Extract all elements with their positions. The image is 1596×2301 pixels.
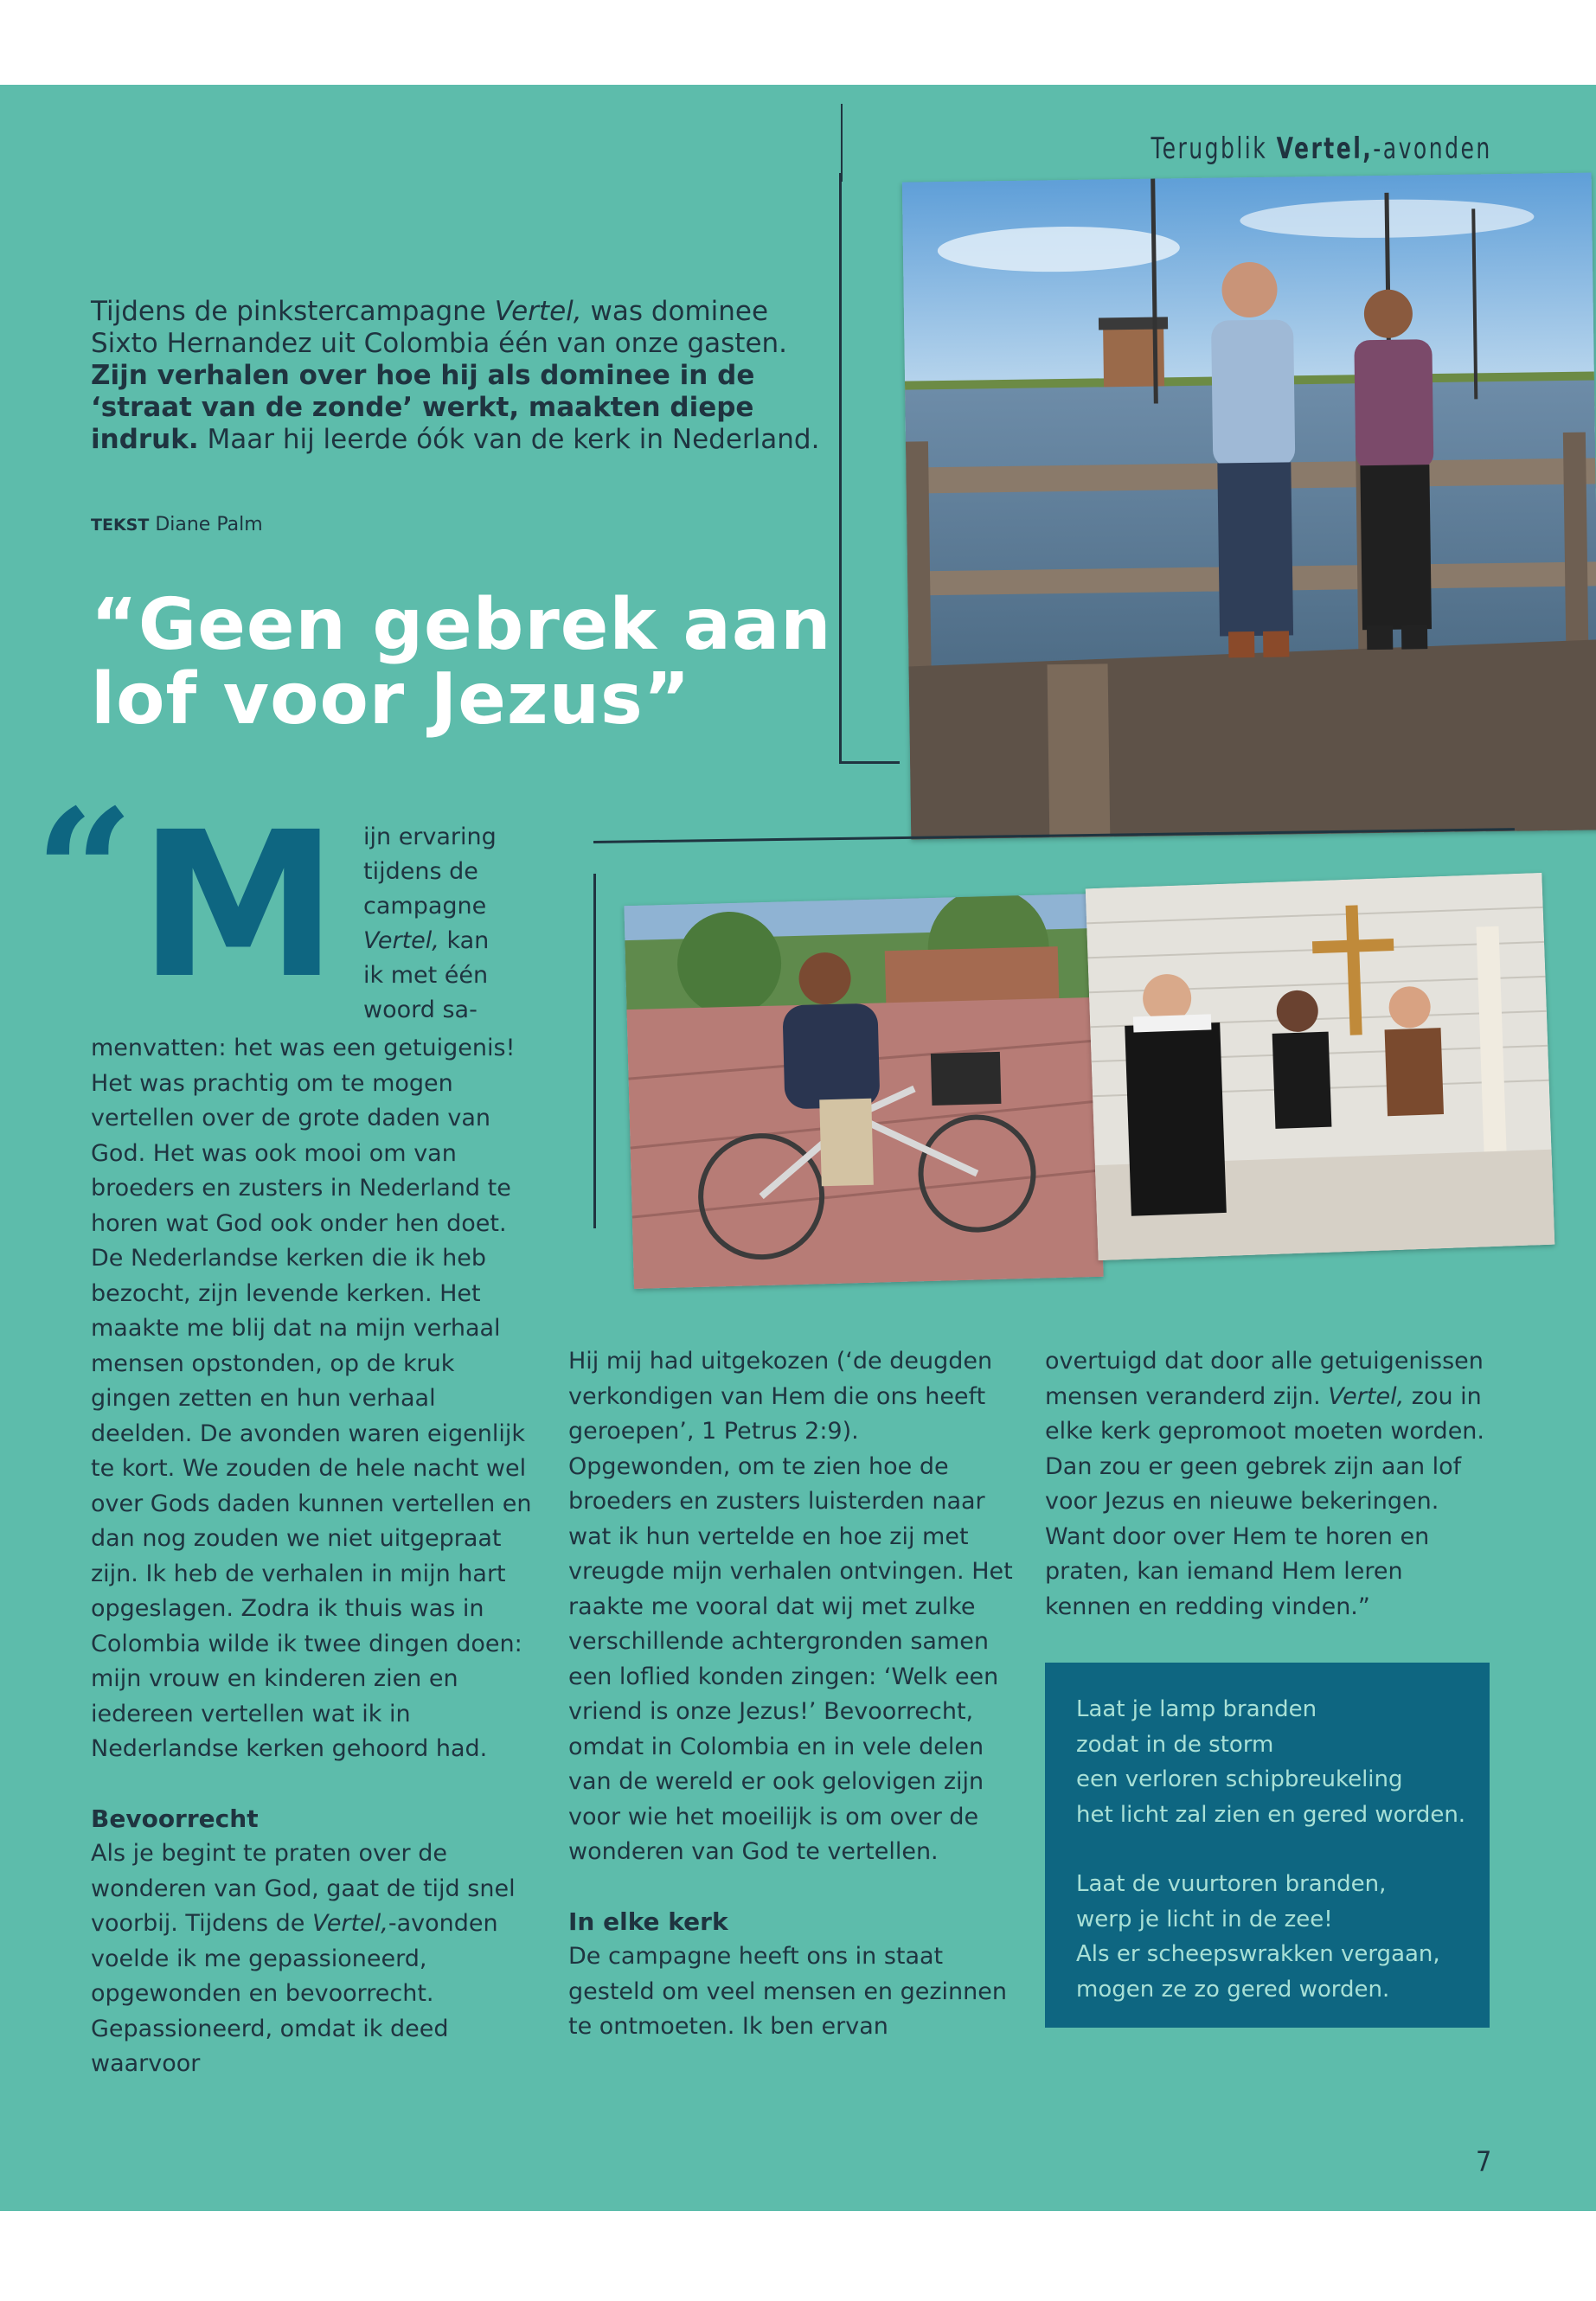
section-label: Terugblik Vertel,-avonden <box>1151 131 1492 166</box>
column-2 <box>568 1344 1018 2045</box>
frame-line <box>839 761 900 764</box>
photo-bicycle <box>624 894 1103 1289</box>
column-1 <box>91 1031 541 2082</box>
drop-cap-runaround: ijn ervaring tijdens de campagne Vertel, kan ik met één woord sa- <box>363 824 497 1023</box>
frame-line <box>593 874 596 1228</box>
column-2-body-2: De campagne heeft ons in staat gesteld om veel mensen en gezinnen te ontmoeten. Ik ben ervan <box>568 1943 1008 2040</box>
opening-quote-mark: “ <box>35 772 135 975</box>
photo-church-stage <box>1086 873 1555 1260</box>
subheading-in-elke-kerk: In elke kerk <box>568 1907 728 1936</box>
intro-paragraph: Tijdens de pinkstercampagne Vertel, was dominee Sixto Hernandez uit Colombia één van onze gasten. Zijn verhalen over hoe hij als dominee in de ‘straat van de zonde’ werkt, maakten diepe indruk. Maar hij leerde óók van de kerk in Nederland. <box>91 296 820 455</box>
subheading-bevoorrecht: Bevoorrecht <box>91 1804 259 1833</box>
poem-box: Laat je lamp branden zodat in de storm een verloren schipbreukeling het licht zal zien en gered worden. Laat de vuurtoren branden, werp je licht in de zee! Als er scheepswrakken vergaan, mogen ze zo gered worden. <box>1045 1663 1490 2028</box>
column-2-body: Hij mij had uitgekozen (‘de deugden verkondigen van Hem die ons heeft geroepen’, 1 Petrus 2:9). Opgewonden, om te zien hoe de broeders en zusters luisterden naar wat ik hun vertelde en hoe zij met vreugde mijn verhalen ontvingen. Het raakte me vooral dat wij met zulke verschillende achtergronden samen een loflied konden zingen: ‘Welk een vriend is onze Jezus!’ Bevoorrecht, omdat in Colombia en in vele delen van de wereld er ook gelovigen zijn voor wie het moeilijk is om over de wonderen van God te vertellen. <box>568 1348 1013 1865</box>
photo-harbor <box>902 172 1596 839</box>
drop-cap-letter: M <box>138 789 338 1022</box>
decorative-rule <box>841 104 843 182</box>
column-1-body: menvatten: het was een getuigenis! Het was prachtig om te mogen vertellen over de grote daden van God. Het was ook mooi om van broeders en zusters in Nederland te horen wat God ook onder hen doet. De Nederlandse kerken die ik heb bezocht, zijn levende kerken. Het maakte me blij dat na mijn verhaal mensen opstonden, op de kruk gingen zetten en hun verhaal deelden. De avonden waren eigenlijk te kort. We zouden de hele nacht wel over Gods daden kunnen vertellen en dan nog zouden we niet uitgepraat zijn. Ik heb de verhalen in mijn hart opgeslagen. Zodra ik thuis was in Colombia wilde ik twee dingen doen: mijn vrouw en kinderen zien en iedereen vertellen wat ik in Nederlandse kerken gehoord had. <box>91 1035 532 1762</box>
column-3-body: overtuigd dat door alle getuigenissen mensen veranderd zijn. Vertel, zou in elke kerk gepromoot moeten worden. Dan zou er geen gebrek zijn aan lof voor Jezus en nieuwe bekeringen. Want door over Hem te horen en praten, kan iemand Hem leren kennen en redding vinden.” <box>1045 1348 1485 1620</box>
page-number: 7 <box>1476 2145 1492 2178</box>
column-3 <box>1045 1344 1495 1625</box>
headline: “Geen gebrek aan lof voor Jezus” <box>91 584 832 740</box>
column-1-body-2: Als je begint te praten over de wonderen van God, gaat de tijd snel voorbij. Tijdens de Vertel,-avonden voelde ik me gepassioneerd, opgewonden en bevoorrecht. Gepassioneerd, omdat ik deed waarvoor <box>91 1840 516 2077</box>
byline: TEKST Diane Palm <box>91 514 263 535</box>
